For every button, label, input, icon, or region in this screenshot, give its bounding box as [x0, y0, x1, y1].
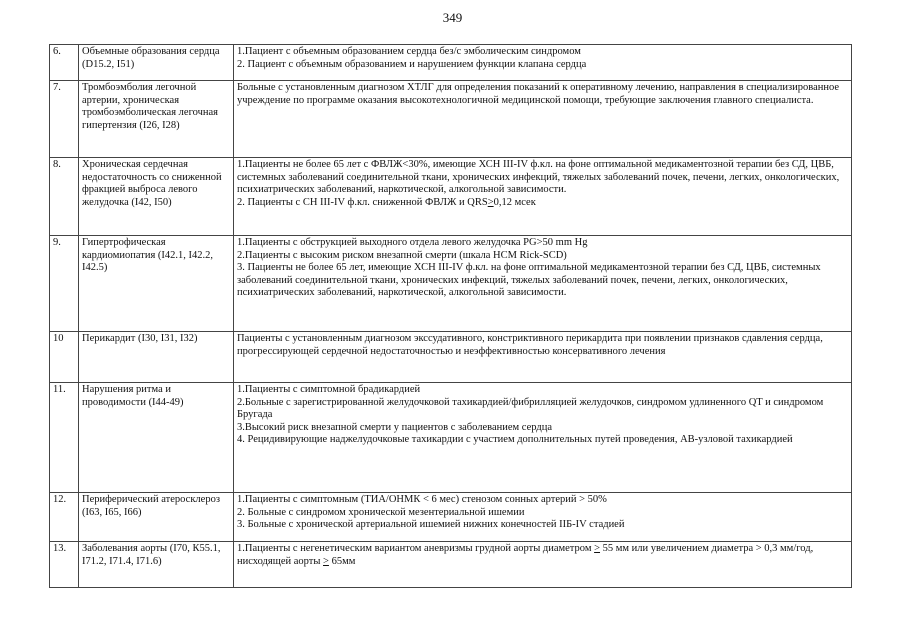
criteria-line: 4. Рецидивирующие наджелудочковые тахикардии с участием дополнительных путей проведения, АВ-узловой тахикардией — [237, 434, 793, 446]
criteria-text: 2. Пациенты с СН III-IV ф.кл. сниженной ФВЛЖ и QRS — [237, 196, 488, 208]
condition-cell: Периферический атеросклероз (I63, I65, I66) — [79, 493, 234, 542]
criteria-cell — [234, 236, 852, 332]
row-number: 7. — [50, 81, 79, 158]
criteria-line: 1.Пациенты с симптомным (ТИА/ОНМК < 6 мес) стенозом сонных артерий > 50% — [237, 494, 607, 505]
condition-cell: Перикардит (I30, I31, I32) — [79, 332, 234, 383]
criteria-line: 1.Пациент с объемным образованием сердца без/с эмболическим синдромом — [237, 46, 581, 57]
row-number: 11. — [50, 383, 79, 493]
criteria-cell — [234, 158, 852, 236]
ge-symbol: > — [487, 196, 494, 208]
row-number: 10 — [50, 332, 79, 383]
criteria-cell — [234, 383, 852, 493]
criteria-table — [49, 44, 852, 588]
criteria-line: Больные с установленным диагнозом ХТЛГ для определения показаний к оперативному лечению, направления в специализированное учреждение по программе оказания высокотехнологичной медицинской помощи, требующие заключения главного специалиста. — [237, 82, 840, 106]
criteria-cell — [234, 493, 852, 542]
criteria-line: 2. Больные с синдромом хронической мезентериальной ишемии — [237, 506, 525, 518]
criteria-text: 0,12 мсек — [493, 196, 536, 208]
condition-cell: Гипертрофическая кардиомиопатия (I42.1, I42.2, I42.5) — [79, 236, 234, 332]
table-row — [50, 158, 852, 236]
row-number: 6. — [50, 45, 79, 81]
page-number: 349 — [442, 10, 463, 25]
criteria-line: 1.Пациенты с обструкцией выходного отдела левого желудочка PG>50 mm Hg — [237, 237, 588, 248]
row-number: 12. — [50, 493, 79, 542]
criteria-line: Пациенты с установленным диагнозом экссудативного, констриктивного перикардита при появлении признаков сдавления сердца, прогрессирующей сердечной недостаточностью и неэффективностью консервативного лечения — [237, 333, 823, 357]
ge-symbol: > — [323, 555, 329, 567]
table-row — [50, 383, 852, 493]
criteria-line — [237, 543, 848, 568]
table-row — [50, 236, 852, 332]
condition-cell: Заболевания аорты (I70, К55.1, I71.2, I71.4, I71.6) — [79, 542, 234, 588]
criteria-line: 3.Высокий риск внезапной смерти у пациентов с заболеванием сердца — [237, 421, 552, 433]
table-row — [50, 81, 852, 158]
criteria-line: 2.Пациенты с высоким риском внезапной смерти (шкала HCM Rick-SCD) — [237, 249, 567, 261]
condition-cell: Объемные образования сердца (D15.2, I51) — [79, 45, 234, 81]
table-row — [50, 493, 852, 542]
criteria-cell — [234, 81, 852, 158]
criteria-line: 3. Пациенты не более 65 лет, имеющие ХСН III-IV ф.кл. на фоне оптимальной медикаментозной терапии без СД, ЦВБ, системных заболеваний соединительной ткани, хронических инфекций, тяжелых заболеваний почек, печени, легких, онкологических, психиатрических заболеваний, наркотической, алкогольной зависимости. — [237, 262, 821, 299]
criteria-text: 55 мм или увеличением диаметра > 0,3 мм/год, нисходящей аорты — [237, 543, 814, 567]
ge-symbol: > — [594, 543, 601, 554]
criteria-line: 3. Больные с хронической артериальной ишемией нижних конечностей IIБ-IV стадией — [237, 519, 625, 531]
condition-cell: Нарушения ритма и проводимости (I44-49) — [79, 383, 234, 493]
criteria-line: 1.Пациенты не более 65 лет с ФВЛЖ<30%, имеющие ХСН III-IV ф.кл. на фоне оптимальной медикаментозной терапии без СД, ЦВБ, системных заболеваний соединительной ткани, хронических инфекций, тяжелых заболеваний почек, печени, легких, онкологических, психиатрических заболеваний, наркотической, алкогольной зависимости. — [237, 159, 840, 196]
criteria-line: 1.Пациенты с симптомной брадикардией — [237, 384, 421, 395]
criteria-cell — [234, 542, 852, 588]
criteria-line: 2. Пациент с объемным образованием и нарушением функции клапана сердца — [237, 58, 587, 70]
table-row — [50, 332, 852, 383]
condition-cell: Тромбоэмболия легочной артерии, хроническая тромбоэмболическая легочная гипертензия (I26, I28) — [79, 81, 234, 158]
criteria-line: 2.Больные с зарегистрированной желудочковой тахикардией/фибрилляцией желудочков, синдромом удлиненного QT и синдромом Бругада — [237, 396, 824, 421]
condition-cell: Хроническая сердечная недостаточность со сниженной фракцией выброса левого желудочка (I42, I50) — [79, 158, 234, 236]
row-number: 9. — [50, 236, 79, 332]
criteria-line — [237, 197, 848, 210]
criteria-cell — [234, 332, 852, 383]
criteria-text: 1.Пациенты с негенетическим вариантом аневризмы грудной аорты диаметром — [237, 543, 595, 554]
table-row — [50, 542, 852, 588]
row-number: 8. — [50, 158, 79, 236]
row-number: 13. — [50, 542, 79, 588]
criteria-cell — [234, 45, 852, 81]
table-row — [50, 45, 852, 81]
criteria-text: 65мм — [328, 555, 356, 567]
